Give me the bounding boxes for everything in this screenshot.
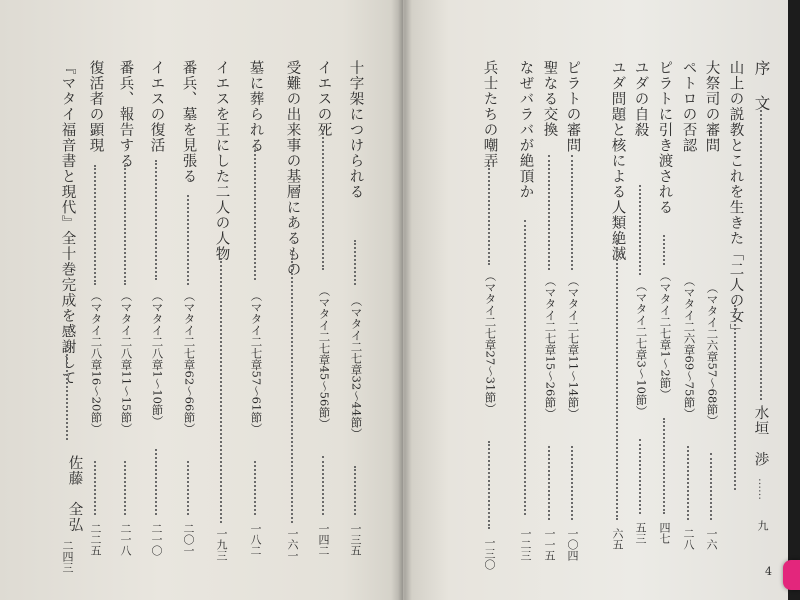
leader-dots xyxy=(663,418,665,514)
leader-dots xyxy=(354,466,356,515)
book-gutter xyxy=(398,0,412,600)
leader-dots xyxy=(571,446,573,520)
toc-entry-page: 五三 xyxy=(634,522,647,544)
toc-entry-title: ユダ問題と核による人類絶滅 xyxy=(609,60,626,262)
preface-author: 水垣 渉 xyxy=(752,405,769,467)
leader-dots xyxy=(155,160,157,280)
toc-entry-title: 番兵、墓を見張る xyxy=(180,60,197,184)
leader-dots xyxy=(155,449,157,515)
toc-entry-scripture-ref: （マタイ二七章11～14節） xyxy=(566,275,581,420)
toc-entry-title: ピラトに引き渡される xyxy=(656,60,673,215)
toc-entry-page: 二〇一 xyxy=(182,523,195,556)
toc-entry-title: ピラトの審問 xyxy=(564,60,581,153)
toc-entry-scripture-ref: （マタイ二七章57～61節） xyxy=(249,290,264,435)
leader-dots xyxy=(322,456,324,515)
leader-dots xyxy=(524,220,526,515)
leader-dots xyxy=(124,165,126,285)
leader-dots xyxy=(291,258,293,523)
author-leader: …… xyxy=(756,478,769,500)
leader-dots xyxy=(548,155,550,270)
leader-dots xyxy=(254,145,256,280)
leader-dots xyxy=(639,439,641,514)
toc-entry-page: 二一八 xyxy=(119,523,132,556)
toc-entry-title: 十字架につけられる xyxy=(347,60,364,200)
leader-dots xyxy=(488,165,490,265)
leader-dots xyxy=(94,165,96,285)
toc-entry-scripture-ref: （マタイ二七章15～26節） xyxy=(543,275,558,420)
toc-entry-title: イエスの復活 xyxy=(148,60,165,153)
toc-entry-page: 一九三 xyxy=(215,528,228,561)
toc-entry-scripture-ref: （マタイ二八章1～10節） xyxy=(150,290,165,427)
toc-entry-page: 六五 xyxy=(611,528,624,550)
toc-entry-page: 四七 xyxy=(658,522,671,544)
toc-entry-page: 一三〇 xyxy=(483,537,496,570)
toc-entry-page: 一二三 xyxy=(519,528,532,561)
toc-entry-title: 山上の説教とこれを生きた「二人の女」 xyxy=(727,60,744,339)
toc-entry-page: 二四三 xyxy=(61,540,74,573)
toc-entry-title: イエスを王にした二人の人物 xyxy=(213,60,230,262)
toc-entry-scripture-ref: （マタイ二八章11～15節） xyxy=(119,290,134,435)
leader-dots xyxy=(710,453,712,520)
leader-dots xyxy=(488,441,490,529)
leader-dots xyxy=(322,130,324,270)
toc-entry-scripture-ref: （マタイ二八章16～20節） xyxy=(89,290,104,435)
leader-dots xyxy=(760,110,762,400)
toc-entry-title: 墓に葬られる xyxy=(247,60,264,153)
pink-index-tab xyxy=(783,560,800,590)
toc-entry-title: 番兵、報告する xyxy=(117,60,134,169)
folio-number: 4 xyxy=(765,565,772,578)
toc-entry-title: イエスの死 xyxy=(315,60,332,138)
leader-dots xyxy=(220,258,222,523)
toc-entry-title: 兵士たちの嘲弄 xyxy=(481,60,498,169)
toc-entry-scripture-ref: （マタイ二六章57～68節） xyxy=(705,282,720,427)
preface-heading: 序 文 xyxy=(752,60,771,113)
toc-entry-title: 『マタイ福音書と現代』全十巻完成を感謝して xyxy=(59,60,76,386)
toc-entry-scripture-ref: （マタイ二七章27～31節） xyxy=(483,270,498,415)
toc-entry-page: 一六 xyxy=(705,528,718,550)
toc-entry-title: ユダの自殺 xyxy=(632,60,649,138)
toc-entry-scripture-ref: （マタイ二七章45～56節） xyxy=(317,285,332,430)
toc-entry-page: 一〇四 xyxy=(566,528,579,561)
leader-dots xyxy=(734,305,736,490)
leader-dots xyxy=(548,446,550,520)
toc-entry-title: 復活者の顕現 xyxy=(87,60,104,153)
toc-entry-scripture-ref: （マタイ二七章1～2節） xyxy=(658,270,673,400)
toc-entry-page: 一一五 xyxy=(543,528,556,561)
leader-dots xyxy=(639,185,641,275)
toc-entry-scripture-ref: （マタイ二七章3～10節） xyxy=(634,280,649,417)
leader-dots xyxy=(616,240,618,520)
leader-dots xyxy=(124,461,126,515)
leader-dots xyxy=(94,461,96,515)
leader-dots xyxy=(187,461,189,515)
leader-dots xyxy=(687,446,689,520)
leader-dots xyxy=(663,235,665,265)
toc-entry-page: 一八二 xyxy=(249,523,262,556)
page-number: 九 xyxy=(756,520,769,531)
toc-entry-title: 受難の出来事の基層にあるもの xyxy=(284,60,301,277)
toc-entry-scripture-ref: （マタイ二七章62～66節） xyxy=(182,290,197,435)
toc-entry-page: 二一〇 xyxy=(150,523,163,556)
toc-entry-title: 大祭司の審問 xyxy=(703,60,720,153)
leader-dots xyxy=(187,195,189,285)
closing-author: 佐藤 全弘 xyxy=(66,455,83,533)
leader-dots xyxy=(66,345,68,440)
leader-dots xyxy=(354,240,356,285)
toc-entry-page: 二二五 xyxy=(89,523,102,556)
toc-entry-title: ペトロの否認 xyxy=(680,60,697,153)
toc-entry-page: 二八 xyxy=(682,528,695,550)
toc-entry-page: 一四二 xyxy=(317,523,330,556)
toc-entry-page: 一六一 xyxy=(286,528,299,561)
leader-dots xyxy=(571,155,573,270)
toc-entry-title: 聖なる交換 xyxy=(541,60,558,138)
toc-entry-scripture-ref: （マタイ二六章69～75節） xyxy=(682,275,697,420)
toc-entry-title: なぜバラバが絶頂か xyxy=(517,60,534,200)
toc-entry-page: 一三五 xyxy=(349,523,362,556)
toc-entry-scripture-ref: （マタイ二七章32～44節） xyxy=(349,295,364,440)
leader-dots xyxy=(254,461,256,515)
